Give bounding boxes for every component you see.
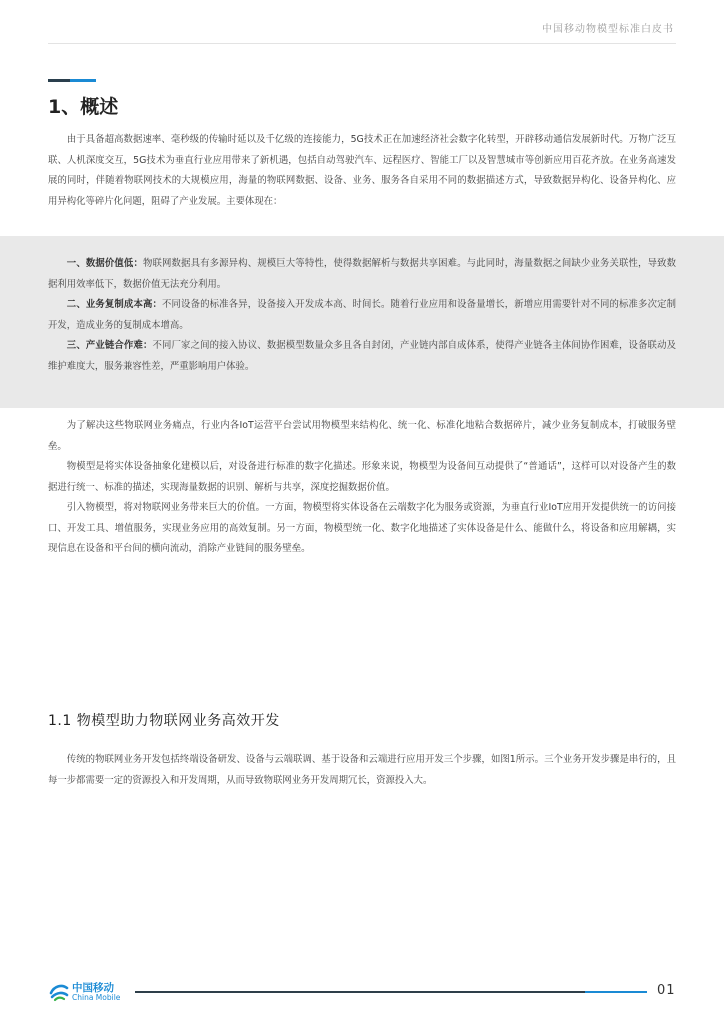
subsection-text: 传统的物联网业务开发包括终端设备研发、设备与云端联调、基于设备和云端进行应用开发三个步骤，如图1所示。三个业务开发步骤是串行的，且每一步都需要一定的资源投入和开发周期，从而导致物联网业务开发周期冗长，资源投入大。 [48, 754, 676, 786]
key-point-text: 不同设备的标准各异，设备接入开发成本高、时间长。随着行业应用和设备量增长，新增应用需要针对不同的标准多次定制开发，造成业务的复制成本增高。 [48, 299, 676, 331]
key-point [48, 254, 676, 295]
subsection-heading: 1.1 物模型助力物联网业务高效开发 [48, 713, 280, 729]
footer-rule-accent [585, 991, 647, 993]
key-point-title: 二、业务复制成本高： [66, 299, 163, 310]
intro-text: 由于具备超高数据速率、毫秒级的传输时延以及千亿级的连接能力，5G技术正在加速经济社会数字化转型，开辟移动通信发展新时代。万物广泛互联、人机深度交互，5G技术为垂直行业应用带来了新机遇，包括自动驾驶汽车、远程医疗、智能工厂以及智慧城市等创新应用百花齐放。在业务高速发展的同时，伴随着物联网技术的大规模应用，海量的物联网数据、设备、业务、服务各自采用不同的数据描述方式，导致数据异构化、设备异构化、应用异构化等碎片化问题，阻碍了产业发展。主要体现在： [48, 134, 676, 207]
logo-text-cn: 中国移动 [72, 982, 114, 994]
china-mobile-logo [48, 978, 128, 1010]
section-accent-bar [48, 79, 96, 82]
key-point-text: 不同厂家之间的接入协议、数据模型数量众多且各自封闭，产业链内部自成体系，使得产业链各主体间协作困难，设备联动及维护难度大，服务兼容性差，严重影响用户体验。 [48, 340, 676, 372]
body-paragraph: 为了解决这些物联网业务痛点，行业内各IoT运营平台尝试用物模型来结构化、统一化、标准化地粘合数据碎片，减少业务复制成本，打破服务壁垒。 [48, 420, 676, 452]
key-point-text: 物联网数据具有多源异构、规模巨大等特性，使得数据解析与数据共享困难。与此同时，海量数据之间缺少业务关联性，导致数据利用效率低下，数据价值无法充分利用。 [48, 258, 676, 290]
logo-text-en: China Mobile [72, 993, 121, 1002]
key-points-list [48, 254, 676, 377]
key-point-title: 三、产业链合作难： [66, 340, 153, 351]
key-point [48, 336, 676, 377]
subsection-paragraph [48, 750, 676, 791]
china-mobile-logo-icon [48, 980, 70, 1002]
key-point-title: 一、数据价值低： [66, 258, 143, 269]
key-points-panel [0, 236, 724, 408]
header-title: 中国移动物模型标准白皮书 [542, 24, 674, 35]
intro-paragraph [48, 130, 676, 212]
section-heading: 1、概述 [48, 96, 119, 118]
body-paragraphs [48, 416, 676, 560]
key-point [48, 295, 676, 336]
body-paragraph: 引入物模型，将对物联网业务带来巨大的价值。一方面，物模型将实体设备在云端数字化为服务或资源，为垂直行业IoT应用开发提供统一的访问接口、开发工具、增值服务，实现业务应用的高效复制。另一方面，物模型统一化、数字化地描述了实体设备是什么、能做什么，将设备和应用解耦，实现信息在设备和平台间的横向流动，消除产业链间的服务壁垒。 [48, 502, 676, 554]
footer-rule [135, 991, 585, 993]
header-divider [48, 43, 676, 44]
body-paragraph: 物模型是将实体设备抽象化建模以后，对设备进行标准的数字化描述。形象来说，物模型为设备间互动提供了“普通话”，这样可以对设备产生的数据进行统一、标准的描述，实现海量数据的识别、解析与共享，深度挖掘数据价值。 [48, 461, 676, 493]
page-number: 01 [657, 983, 676, 998]
